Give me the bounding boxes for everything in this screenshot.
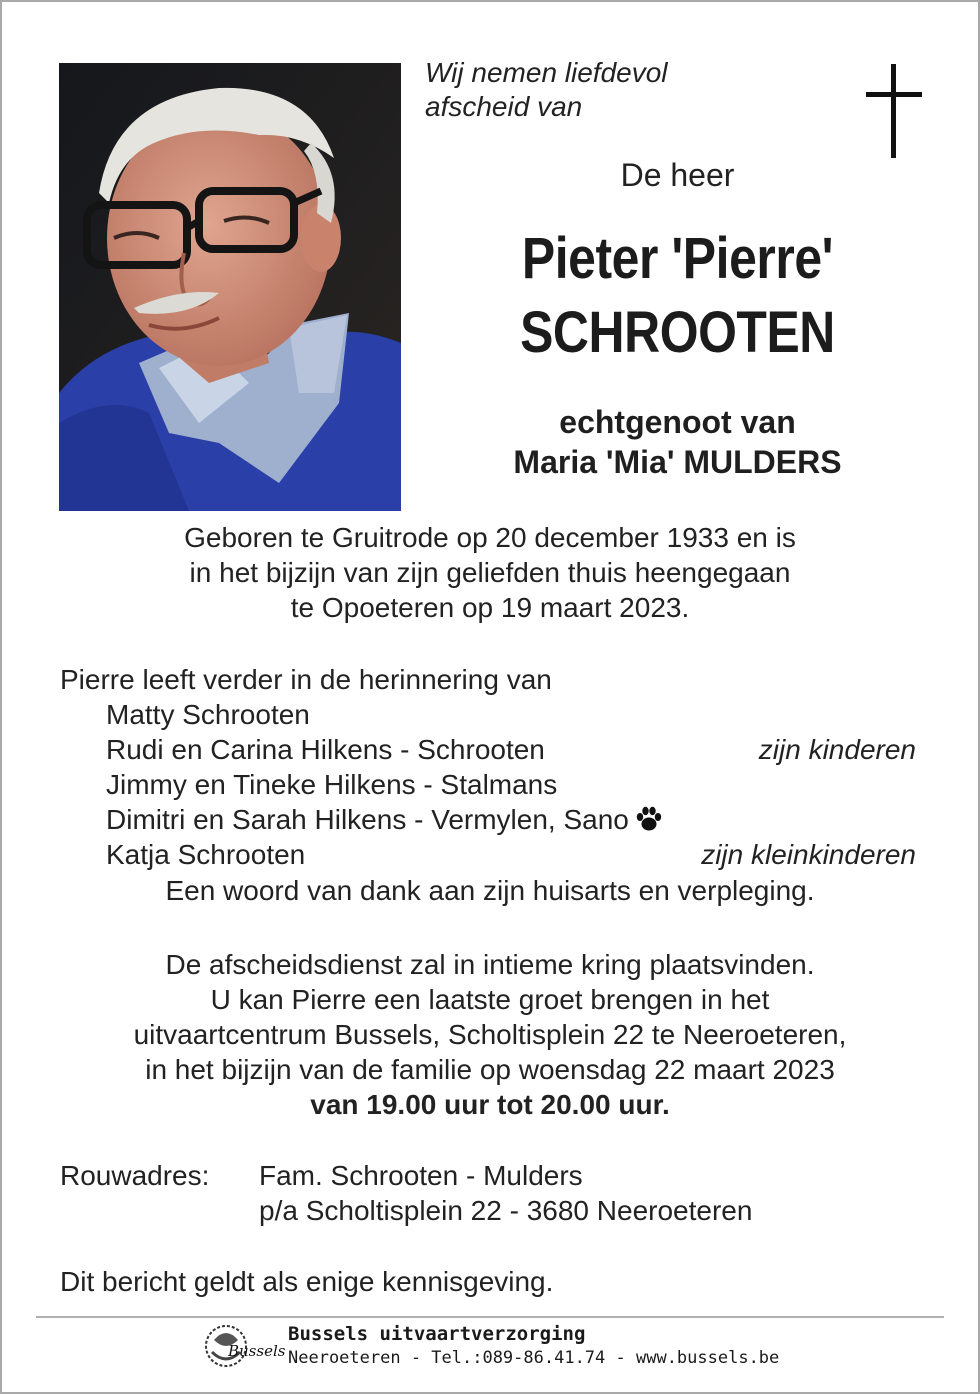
family-member: Matty Schrooten [106,699,310,730]
service-line: U kan Pierre een laatste groet brengen in het [210,984,770,1015]
portrait-photo [59,63,401,511]
deceased-first-name: Pieter 'Pierre' [521,226,834,291]
family-member: Jimmy en Tineke Hilkens - Stalmans [106,769,558,800]
firm-contact: Neeroeteren - Tel.:089-86.41.74 - www.bussels.be [288,1348,780,1368]
spouse-relation: echtgenoot van [559,404,796,440]
intro-line-2: afscheid van [425,91,583,122]
cross-icon [866,64,922,158]
role-grandchildren: zijn kleinkinderen [701,839,916,870]
family-member: Dimitri en Sarah Hilkens - Vermylen, Sano [106,804,629,835]
family-member: Katja Schrooten [106,839,306,870]
thanks-text: Een woord van dank aan zijn huisarts en verpleging. [165,875,815,906]
address-label: Rouwadres: [60,1160,210,1191]
firm-name: Bussels uitvaartverzorging [288,1323,586,1345]
family-member: Rudi en Carina Hilkens - Schrooten [106,734,545,765]
spouse-block [420,402,935,482]
footer-divider [36,1316,944,1318]
memory-heading: Pierre leeft verder in de herinnering van [60,664,552,695]
paw-icon [635,806,663,832]
birth-death-text [0,520,980,625]
service-line: in het bijzijn van de familie op woensdag 22 maart 2023 [145,1054,835,1085]
service-line: uitvaartcentrum Bussels, Scholtisplein 22 te Neeroeteren, [133,1019,847,1050]
intro-line-1: Wij nemen liefdevol [425,57,668,88]
address-line-1: Fam. Schrooten - Mulders [259,1160,583,1191]
birth-death-line: te Opoeteren op 19 maart 2023. [290,592,690,623]
intro-text [425,56,668,124]
role-children: zijn kinderen [758,734,916,765]
address-line-2: p/a Scholtisplein 22 - 3680 Neeroeteren [259,1195,753,1226]
birth-death-line: in het bijzijn van zijn geliefden thuis heengegaan [189,557,791,588]
honorific: De heer [620,157,735,193]
bussels-logo [204,1322,286,1370]
service-line: De afscheidsdienst zal in intieme kring plaatsvinden. [165,949,815,980]
family-member-with-pet [106,802,663,837]
deceased-name [456,222,899,370]
service-text [0,947,980,1122]
service-time: van 19.00 uur tot 20.00 uur. [310,1089,670,1120]
birth-death-line: Geboren te Gruitrode op 20 december 1933 en is [184,522,796,553]
deceased-last-name: SCHROOTEN [520,300,835,365]
spouse-name: Maria 'Mia' MULDERS [513,444,842,480]
svg-text:Bussels: Bussels [228,1342,286,1360]
notice-text: Dit bericht geldt als enige kennisgeving. [60,1266,554,1297]
